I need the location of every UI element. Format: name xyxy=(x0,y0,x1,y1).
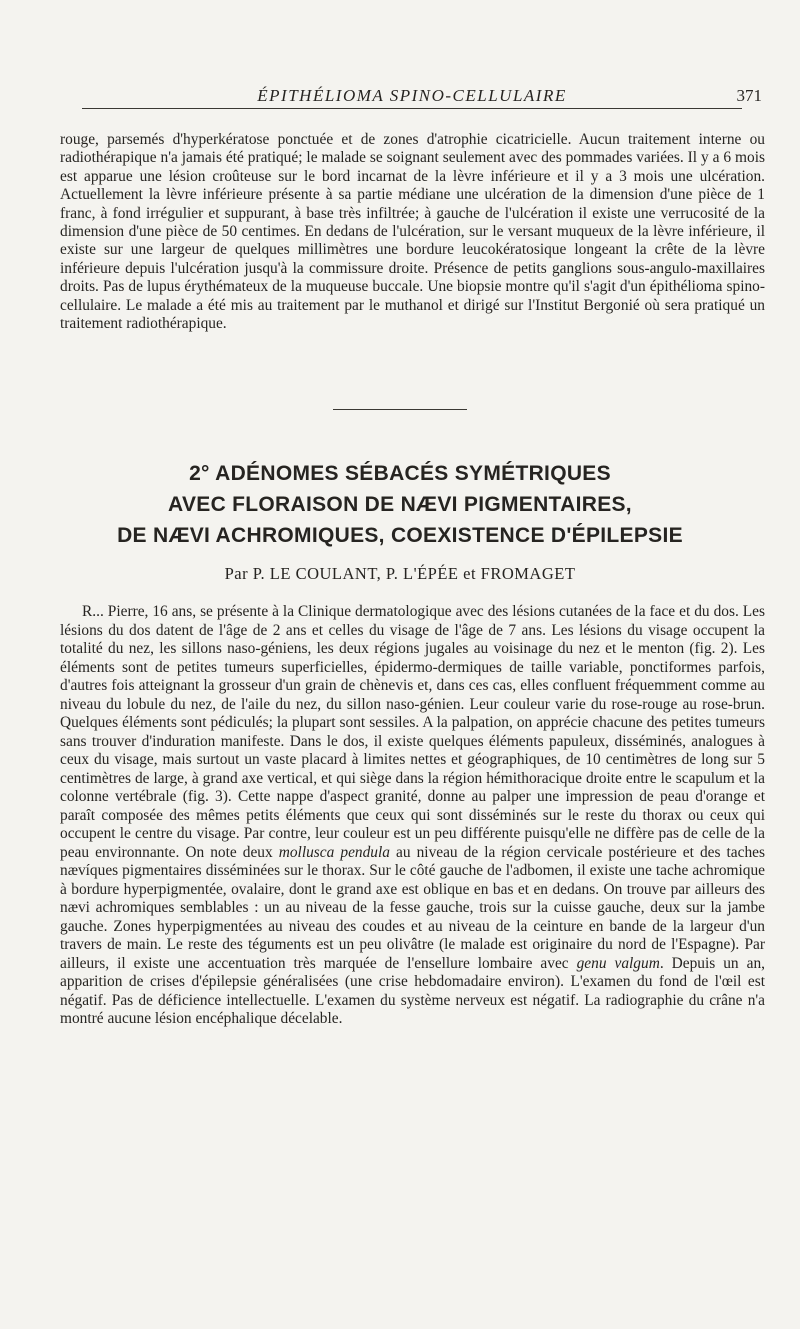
case-report-paragraph xyxy=(60,603,765,1029)
title-line-1: 2° ADÉNOMES SÉBACÉS SYMÉTRIQUES xyxy=(189,462,611,485)
running-title: ÉPITHÉLIOMA SPINO-CELLULAIRE xyxy=(257,86,567,105)
running-header xyxy=(82,86,762,109)
title-line-3: DE NÆVI ACHROMIQUES, COEXISTENCE D'ÉPILEPSIE xyxy=(117,524,683,547)
article-title xyxy=(50,458,750,551)
article-authors: Par P. LE COULANT, P. L'ÉPÉE et FROMAGET xyxy=(224,564,576,583)
italic-term-genu-valgum: genu valgum xyxy=(576,954,660,972)
body-text-part-3: . Depuis un an, apparition de crises d'épilepsie généralisées (une crise hebdomadaire environ). L'examen du fond de l'œil est négatif. Pas de déficience intellectuelle. L'examen du système nerveux est négatif. La radiographie du crâne n'a montré aucune lésion encéphalique décelable. xyxy=(60,954,765,1027)
previous-article-paragraph: rouge, parsemés d'hyperkératose ponctuée et de zones d'atrophie cicatricielle. Aucun traitement interne ou radiothérapique n'a jamais été pratiqué; le malade se soignant seulement avec des pommades variées. Il y a 6 mois est apparue une lésion croûteuse sur le bord incarnat de la lèvre inférieure et il y a 3 mois une ulcération. Actuellement la lèvre inférieure présente à sa partie médiane une ulcération de la dimension d'une pièce de 1 franc, à fond irrégulier et suppurant, à base très infiltrée; à gauche de l'ulcération il existe une verrucosité de la dimension d'une pièce de 50 centimes. En dedans de l'ulcération, sur le versant muqueux de la lèvre inférieure, il existe sur une largeur de quelques millimètres une bordure leucokératosique longeant la crête de la lèvre inférieure depuis l'ulcération jusqu'à la commissure droite. Présence de petits ganglions sous-angulo-maxillaires droits. Pas de lupus érythémateux de la muqueuse buccale. Une biopsie montre qu'il s'agit d'un épithélioma spino-cellulaire. Le malade a été mis au traitement par le muthanol et dirigé sur l'Institut Bergonié où sera pratiqué un traitement radiothérapique. xyxy=(60,131,765,333)
section-divider xyxy=(333,409,467,410)
body-text-part-2: au niveau de la région cervicale postérieure et des taches nævíques pigmentaires disséminées sur le thorax. Sur le côté gauche de l'adbomen, il existe une tache achromique à bordure hyperpigmentée, ovalaire, dont le grand axe est oblique en bas et en dedans. On trouve par ailleurs des nævi achromiques semblables : un au niveau de la fesse gauche, trois sur la cuisse gauche, deux sur la jambe gauche. Zones hyperpigmentées au niveau des coudes et au niveau de la ceinture en bande de la largeur d'un travers de main. Le reste des téguments est un peu olivâtre (le malade est originaire du nord de l'Espagne). Par ailleurs, il existe une accentuation très marquée de l'ensellure lombaire avec xyxy=(60,843,765,972)
title-line-2: AVEC FLORAISON DE NÆVI PIGMENTAIRES, xyxy=(168,493,632,516)
page-number: 371 xyxy=(736,86,762,105)
italic-term-mollusca-pendula: mollusca pendula xyxy=(278,843,390,861)
previous-article-continuation xyxy=(60,131,765,333)
article-body xyxy=(60,603,765,1029)
body-text-part-1: R... Pierre, 16 ans, se présente à la Clinique dermatologique avec des lésions cutanées de la face et du dos. Les lésions du dos datent de l'âge de 2 ans et celles du visage de l'âge de 7 ans. Les lésions du visage occupent la totalité du nez, les sillons naso-géniens, les deux régions jugales au voisinage du nez et le menton (fig. 2). Les éléments sont de petites tumeurs superficielles, épidermo-dermiques de taille variable, ponctiformes parfois, d'autres fois atteignant la grosseur d'un grain de chènevis et, dans ces cas, elles confluent fréquemment comme au niveau du lobule du nez, de l'aile du nez, du sillon naso-génien. Leur couleur varie du rose-rouge au rose-brun. Quelques éléments sont pédiculés; la plupart sont sessiles. A la palpation, on apprécie chacune des petites tumeurs sans trouver d'induration manifeste. Dans le dos, il existe quelques éléments papuleux, disséminés, analogues à ceux du visage, mais surtout un vaste placard à limites nettes et géographiques, de 10 centimètres de long sur 5 centimètres de large, à grand axe vertical, et qui siège dans la région hémithoracique droite entre le scapulum et la colonne vertébrale (fig. 3). Cette nappe d'aspect granité, donne au palper une impression de peau d'orange et paraît composée des mêmes petits éléments que ceux qui sont disséminés sur le reste du thorax ou ceux qui occupent le centre du visage. Par contre, leur couleur est un peu différente puisqu'elle ne diffère pas de celle de la peau environnante. On note deux xyxy=(60,603,765,861)
